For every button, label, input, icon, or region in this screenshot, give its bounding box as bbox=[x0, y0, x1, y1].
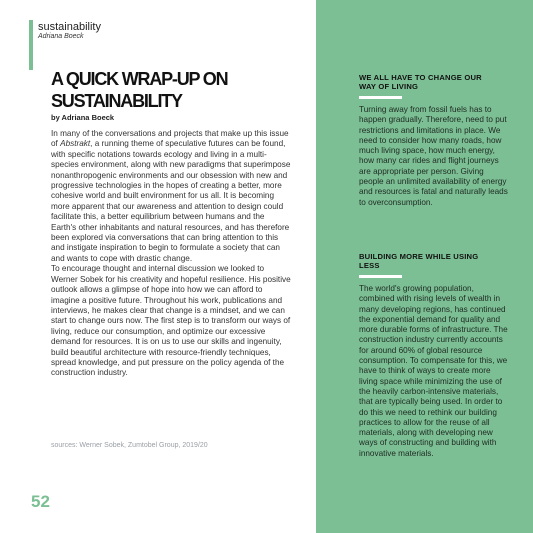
block-heading bbox=[359, 73, 509, 91]
body-text-start: In many of the conversations and projects that make up this issue of bbox=[51, 129, 289, 149]
body-text-rest: , a running theme of speculative futures can be found, with specific notations towards ecology and living in a multi-species environment, along with new paradigms that superimpose nonanthropogenic environments and our obsession with new and progressive technologies in the hopes of creating a better, more cohesive world and built environment for us all. It is becoming more apparent that our awareness and attention to design could facilitate this, a better equilibrium between humans and the Earth's other inhabitants and natural resources, and has therefore been explored via conversations that can bring attention to this and instigate inspiration to begin to formulate a society that can and wants to cope with drastic change. bbox=[51, 139, 291, 263]
section-marker-bar bbox=[29, 20, 33, 70]
body-paragraph-2: To encourage thought and internal discussion we looked to Werner Sobek for his creativity and hopeful resilience. His positive outlook allows a glimpse of hope into how we can afford to imagine a positive future. Throughout his work, publications and interviews, he makes clear that change is a mindset, and we can start to change ours now. The first step is to transform our ways of living, reduce our consumption, and optimize our excessive demand for resources. It is on us to use our skills and ingenuity, build beautiful architecture with resource-friendly techniques, spread knowledge, and put pressure on the policy agenda of the construction industry. bbox=[51, 264, 291, 378]
article-headline bbox=[51, 68, 281, 112]
article-body bbox=[51, 129, 291, 379]
block-text: Turning away from fossil fuels has to happen gradually. Therefore, need to put restrictions and limitations in place. We need to consider how many roads, how much living space, how much energy, how many car rides and flight journeys are appropriate per person. Giving people an unlimited availability of energy and resources is fatal and naturally leads to overconsumption. bbox=[359, 105, 508, 207]
block-heading-line-2: LESS bbox=[359, 261, 380, 270]
headline-line-2: SUSTAINABILITY bbox=[51, 91, 182, 111]
body-paragraph-1 bbox=[51, 129, 291, 264]
section-title: sustainability bbox=[38, 21, 101, 33]
block-heading bbox=[359, 252, 509, 270]
sidebar-panel bbox=[316, 0, 533, 533]
heading-rule bbox=[359, 275, 402, 278]
block-text: The world's growing population, combined with rising levels of wealth in many developing regions, has continued the exponential demand for quality and more durable forms of infrastructure. The construction industry currently accounts for around 60% of global resource consumption. To compensate for this, we have to think of ways to create more living space while minimizing the use of the heavily carbon-intensive materials, that are typically being used. In order to do this we need to rethink our building practices to allow for the reuse of all materials, along with developing new ways of constructing and building with innovative materials. bbox=[359, 284, 508, 458]
sidebar-block-living bbox=[359, 73, 509, 208]
headline-line-1: A QUICK WRAP-UP ON bbox=[51, 69, 228, 89]
heading-rule bbox=[359, 96, 402, 99]
block-heading-line-1: BUILDING MORE WHILE USING bbox=[359, 252, 479, 261]
magazine-name: Abstrakt bbox=[60, 139, 91, 149]
sources-note: sources: Werner Sobek, Zumtobel Group, 2019/20 bbox=[51, 442, 208, 449]
block-heading-line-1: WE ALL HAVE TO CHANGE OUR bbox=[359, 73, 482, 82]
section-author: Adriana Boeck bbox=[38, 33, 84, 40]
sidebar-block-building bbox=[359, 252, 509, 459]
block-heading-line-2: WAY OF LIVING bbox=[359, 82, 419, 91]
page-number: 52 bbox=[31, 492, 50, 511]
article-byline: by Adriana Boeck bbox=[51, 113, 115, 122]
